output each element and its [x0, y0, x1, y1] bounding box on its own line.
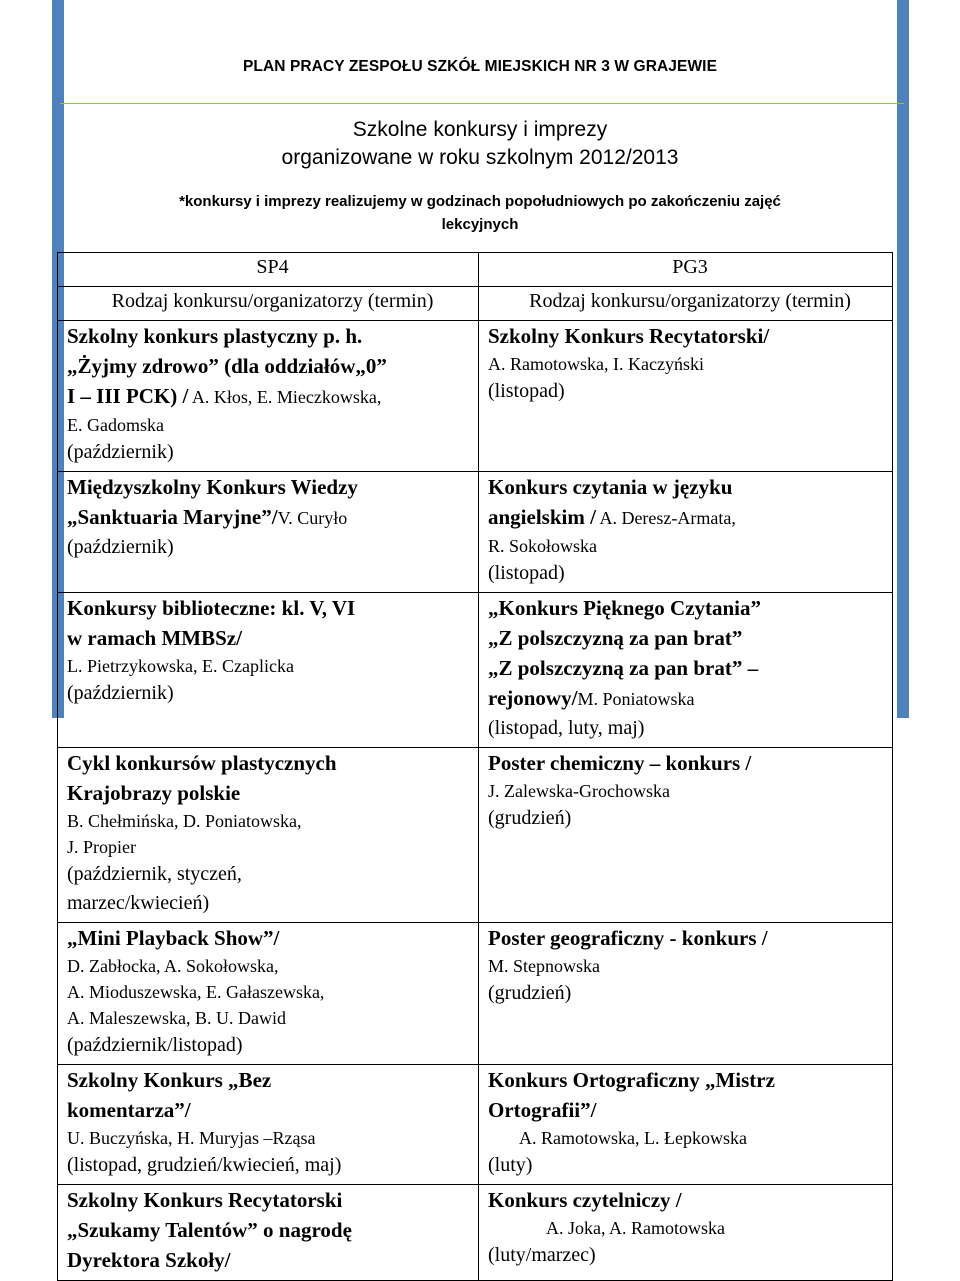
contest-title: Konkurs czytelniczy / — [488, 1188, 682, 1212]
pg3-contest-cell — [479, 748, 893, 923]
contest-title: „Żyjmy zdrowo” (dla oddziałów„0” — [67, 354, 387, 378]
contest-title: „Z polszczyzną za pan brat” — [488, 626, 743, 650]
table-body — [58, 321, 893, 1281]
organizers: A. Ramotowska, L. Łepkowska — [519, 1128, 747, 1148]
pg3-contest-cell — [479, 1185, 893, 1281]
contest-date: (listopad) — [488, 562, 565, 584]
contest-title: Krajobrazy polskie — [67, 781, 241, 805]
contest-title: „Konkurs Pięknego Czytania” — [488, 596, 762, 620]
table-row — [58, 472, 893, 593]
sp4-contest-cell — [58, 472, 479, 593]
page-title: Szkolne konkursy i imprezy — [352, 118, 608, 141]
contest-title: Szkolny Konkurs Recytatorski/ — [488, 324, 770, 348]
page-subtitle: organizowane w roku szkolnym 2012/2013 — [281, 146, 679, 169]
note-line: lekcyjnych — [441, 216, 519, 233]
column-subheader: Rodzaj konkursu/organizatorzy (termin) — [58, 287, 479, 321]
organizers: L. Pietrzykowska, E. Czaplicka — [67, 656, 294, 676]
contest-date: (październik/listopad) — [67, 1034, 243, 1056]
organizers: B. Chełmińska, D. Poniatowska, — [67, 811, 302, 831]
organizers: J. Zalewska-Grochowska — [488, 781, 670, 801]
organizers-inline: M. Poniatowska — [577, 689, 695, 709]
contest-date: (październik, styczeń, — [67, 863, 242, 885]
contest-title: Cykl konkursów plastycznych — [67, 751, 337, 775]
sp4-contest-cell — [58, 1185, 479, 1281]
pg3-contest-cell — [479, 593, 893, 748]
contest-title: Poster chemiczny – konkurs / — [488, 751, 752, 775]
contest-table — [57, 252, 893, 1281]
contest-date: (luty/marzec) — [488, 1244, 596, 1266]
contest-title: I – III PCK) / A. Kłos, E. Mieczkowska, — [67, 384, 382, 408]
organizers: A. Maleszewska, B. U. Dawid — [67, 1008, 286, 1028]
organizers-inline: A. Kłos, E. Mieczkowska, — [188, 387, 382, 407]
contest-title: Konkurs Ortograficzny „Mistrz — [488, 1068, 775, 1092]
sp4-contest-cell — [58, 321, 479, 472]
contest-title: komentarza”/ — [67, 1098, 191, 1122]
contest-title: „Szukamy Talentów” o nagrodę — [67, 1218, 352, 1242]
contest-title: rejonowy/M. Poniatowska — [488, 686, 695, 710]
right-accent-bar — [897, 0, 909, 718]
contest-title: Poster geograficzny - konkurs / — [488, 926, 768, 950]
sp4-contest-cell — [58, 1065, 479, 1185]
column-subheader: Rodzaj konkursu/organizatorzy (termin) — [479, 287, 893, 321]
contest-title: „Sanktuaria Maryjne”/V. Curyło — [67, 505, 348, 529]
organizers: M. Stepnowska — [488, 956, 600, 976]
contest-title: Ortografii”/ — [488, 1098, 597, 1122]
table-row — [58, 1065, 893, 1185]
contest-date: (listopad) — [488, 380, 565, 402]
contest-date: (grudzień) — [488, 807, 572, 829]
table-row — [58, 748, 893, 923]
contest-title: Szkolny Konkurs Recytatorski — [67, 1188, 343, 1212]
note-line: *konkursy i imprezy realizujemy w godzinach popołudniowych po zakończeniu zajęć — [179, 193, 781, 210]
note — [110, 190, 850, 236]
pg3-contest-cell — [479, 472, 893, 593]
contest-date: (listopad, luty, maj) — [488, 717, 645, 739]
contest-title: Konkursy biblioteczne: kl. V, VI — [67, 596, 356, 620]
organizers: J. Propier — [67, 837, 136, 857]
organizers: D. Zabłocka, A. Sokołowska, — [67, 956, 279, 976]
table-row — [58, 923, 893, 1065]
organizers: U. Buczyńska, H. Muryjas –Rząsa — [67, 1128, 316, 1148]
organizers: A. Joka, A. Ramotowska — [546, 1218, 725, 1238]
table-row — [58, 321, 893, 472]
organizers: A. Mioduszewska, E. Gałaszewska, — [67, 982, 325, 1002]
contest-title: „Mini Playback Show”/ — [67, 926, 280, 950]
school-head-pg3: PG3 — [479, 253, 893, 287]
sp4-contest-cell — [58, 748, 479, 923]
school-head-sp4: SP4 — [58, 253, 479, 287]
organizers-inline: V. Curyło — [277, 508, 348, 528]
contest-title: Szkolny konkurs plastyczny p. h. — [67, 324, 363, 348]
sp4-contest-cell — [58, 923, 479, 1065]
document-header: PLAN PRACY ZESPOŁU SZKÓŁ MIEJSKICH NR 3 W GRAJEWIE — [242, 58, 718, 75]
contest-title: Międzyszkolny Konkurs Wiedzy — [67, 475, 358, 499]
pg3-contest-cell — [479, 321, 893, 472]
contest-title: angielskim / A. Deresz-Armata, — [488, 505, 736, 529]
contest-title: w ramach MMBSz/ — [67, 626, 242, 650]
organizers: R. Sokołowska — [488, 536, 598, 556]
pg3-contest-cell — [479, 923, 893, 1065]
contest-date: (grudzień) — [488, 982, 572, 1004]
pg3-contest-cell — [479, 1065, 893, 1185]
organizers-inline: A. Deresz-Armata, — [595, 508, 736, 528]
table-row — [58, 593, 893, 748]
organizers: E. Gadomska — [67, 415, 164, 435]
contest-title: Szkolny Konkurs „Bez — [67, 1068, 272, 1092]
contest-date: (listopad, grudzień/kwiecień, maj) — [67, 1154, 342, 1176]
contest-date: marzec/kwiecień) — [67, 892, 210, 914]
contest-title: Dyrektora Szkoły/ — [67, 1248, 231, 1272]
contest-date: (październik) — [67, 441, 174, 463]
sp4-contest-cell — [58, 593, 479, 748]
contest-title: Konkurs czytania w języku — [488, 475, 733, 499]
table-row — [58, 1185, 893, 1281]
contest-title: „Z polszczyzną za pan brat” – — [488, 656, 759, 680]
organizers: A. Ramotowska, I. Kaczyński — [488, 354, 704, 374]
contest-date: (październik) — [67, 682, 174, 704]
contest-date: (październik) — [67, 536, 174, 558]
contest-date: (luty) — [488, 1154, 533, 1176]
header-rule — [60, 103, 904, 104]
